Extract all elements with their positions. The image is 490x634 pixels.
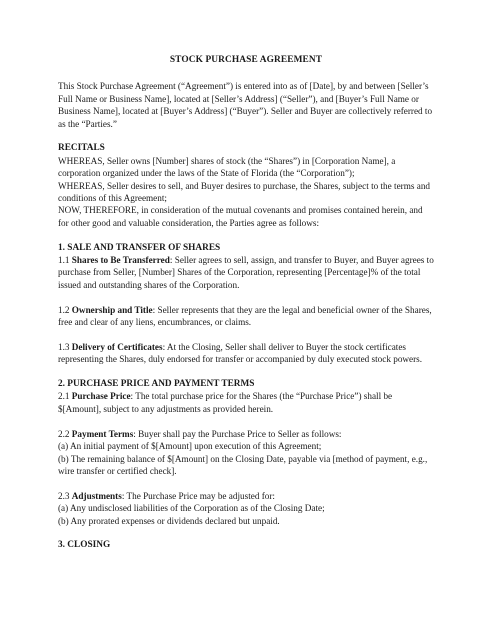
clause-1-3 <box>58 341 434 366</box>
clause-2-1 <box>58 390 434 415</box>
clause-label: Purchase Price <box>71 391 131 402</box>
clause-label: Shares to Be Transferred <box>71 255 170 266</box>
document-page <box>58 54 434 552</box>
clause-number: 2.2 <box>58 428 72 439</box>
clause-number: 1.2 <box>58 304 72 315</box>
clause-text: : At the Closing, Seller shall deliver to Buyer the stock certificates representing the Shares, duly endorsed for transfer or accompanied by duly executed stock powers. <box>58 341 423 365</box>
document-title: STOCK PURCHASE AGREEMENT <box>169 55 323 65</box>
clause-2-3-item-b: (b) Any prorated expenses or dividends declared but unpaid. <box>58 515 280 526</box>
section-2-heading: 2. PURCHASE PRICE AND PAYMENT TERMS <box>58 379 255 390</box>
clause-text: : Seller represents that they are the legal and beneficial owner of the Shares, free and clear of any liens, encumbrances, or claims. <box>58 304 432 328</box>
clause-text: : Buyer shall pay the Purchase Price to Seller as follows: <box>133 428 342 439</box>
clause-text: : The total purchase price for the Shares (the “Purchase Price”) shall be $[Amount], subject to any adjustments as provided herein. <box>58 391 393 414</box>
clause-2-3 <box>58 490 434 502</box>
clause-2-2-item-b: (b) The remaining balance of $[Amount] on the Closing Date, payable via [method of payment, e.g., wire transfer or certified check]. <box>58 453 428 476</box>
clause-number: 1.3 <box>58 341 72 352</box>
clause-number: 2.1 <box>58 391 72 402</box>
clause-1-2 <box>58 304 434 329</box>
clause-1-1 <box>58 254 434 291</box>
clause-label: Ownership and Title <box>71 304 153 315</box>
clause-label: Payment Terms <box>71 428 134 439</box>
clause-2-2-item-a: (a) An initial payment of $[Amount] upon execution of this Agreement; <box>58 441 322 452</box>
recitals-heading: RECITALS <box>58 143 105 154</box>
section-3-heading: 3. CLOSING <box>58 540 111 551</box>
clause-2-2 <box>58 428 434 440</box>
section-1-heading: 1. SALE AND TRANSFER OF SHARES <box>58 242 221 253</box>
clause-label: Delivery of Certificates <box>71 341 163 352</box>
clause-2-3-item-a: (a) Any undisclosed liabilities of the Corporation as of the Closing Date; <box>58 503 325 514</box>
clause-label: Adjustments <box>71 490 122 501</box>
recital-now-therefore: NOW, THEREFORE, in consideration of the mutual covenants and promises contained herein, and for other good and valuable consideration, the Parties agree as follows: <box>58 205 423 228</box>
intro-paragraph: This Stock Purchase Agreement (“Agreement”) is entered into as of [Date], by and between [Seller’s Full Name or Business Name], located at [Seller’s Address] (“Seller”), and [Buyer’s Full Name or Business Name], located at [Buyer’s Address] (“Buyer”). Seller and Buyer are collectively referred to as the “Parties.” <box>58 81 433 129</box>
clause-text: : Seller agrees to sell, assign, and transfer to Buyer, and Buyer agrees to purchase from Seller, [Number] Shares of the Corporation, representing [Percentage]% of the total issued and outstanding shares of the Corporation. <box>58 255 434 290</box>
clause-number: 2.3 <box>58 490 72 501</box>
recital-whereas-2: WHEREAS, Seller desires to sell, and Buyer desires to purchase, the Shares, subject to the terms and conditions of this Agreement; <box>58 180 431 204</box>
clause-text: : The Purchase Price may be adjusted for: <box>121 490 275 501</box>
recital-whereas-1: WHEREAS, Seller owns [Number] shares of stock (the “Shares”) in [Corporation Name], a corporation organized under the laws of the State of Florida (the “Corporation”); <box>58 155 396 179</box>
clause-number: 1.1 <box>58 255 72 266</box>
